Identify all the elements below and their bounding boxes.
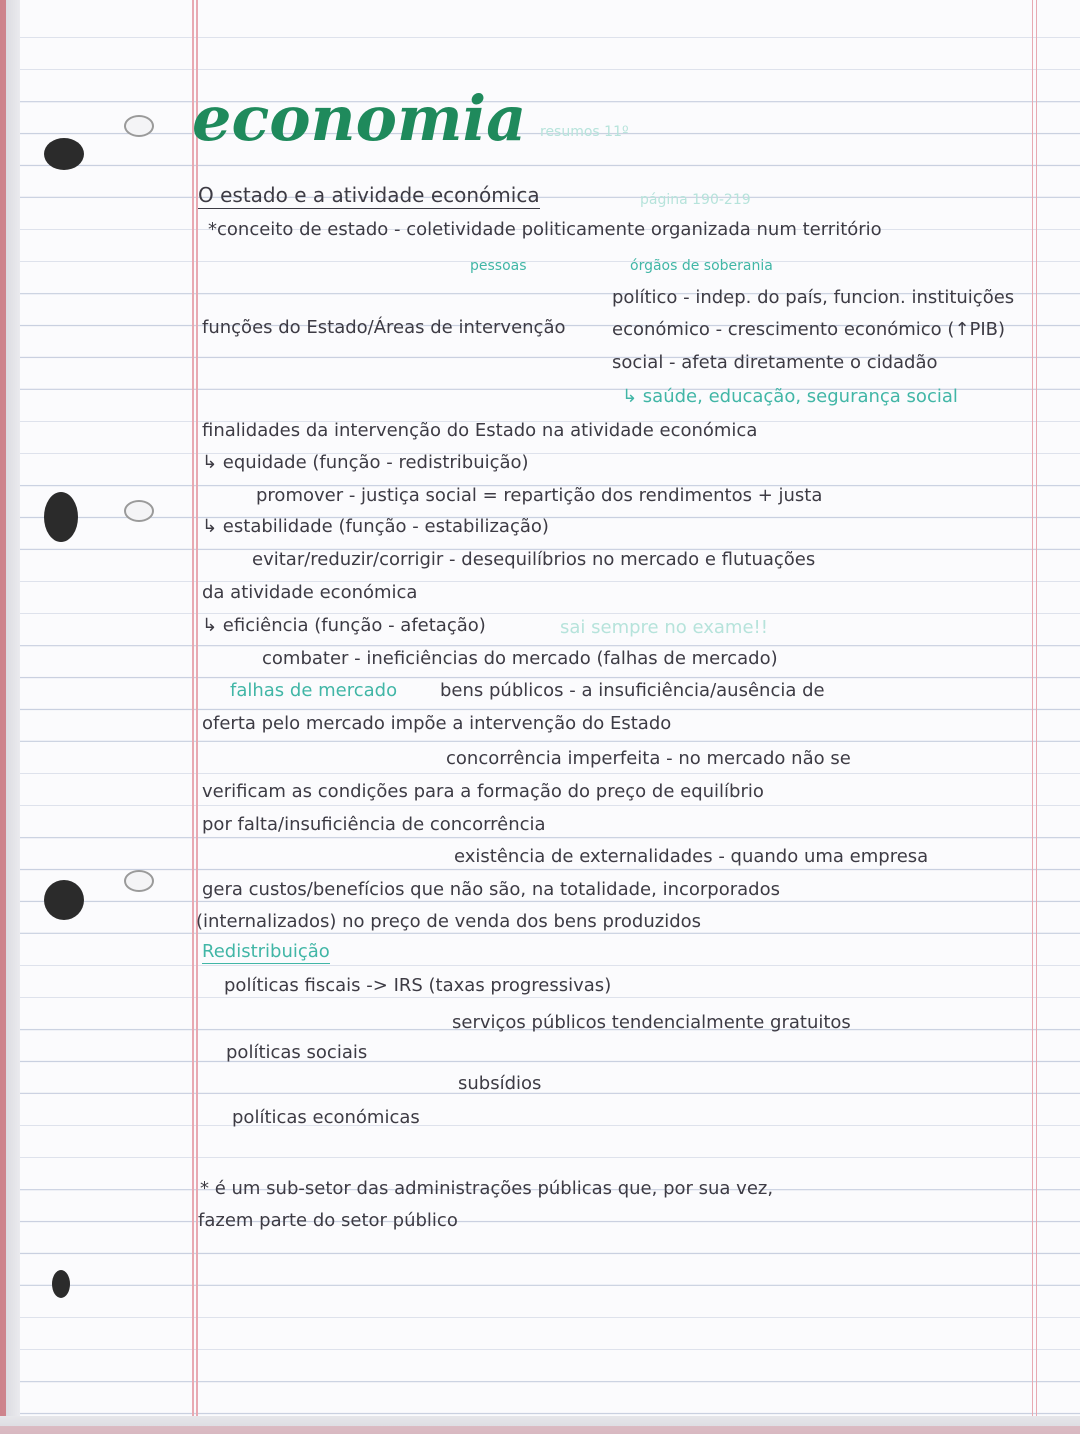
binder-ring [124, 870, 154, 892]
stability-description-cont: da atividade económica [202, 582, 418, 603]
page-subtitle: resumos 11º [540, 124, 629, 140]
market-failures-label: falhas de mercado [230, 680, 398, 701]
binder-hole [44, 880, 84, 920]
externalities-cont: gera custos/benefícios que não são, na totalidade, incorporados [202, 879, 780, 900]
subsidies: subsídios [458, 1073, 542, 1094]
imperfect-competition-cont-2: por falta/insuficiência de concorrência [202, 814, 546, 835]
public-goods: bens públicos - a insuficiência/ausência de [440, 680, 825, 701]
page-bottom-tint [0, 1426, 1080, 1434]
binder-ring [124, 500, 154, 522]
imperfect-competition-cont: verificam as condições para a formação do preço de equilíbrio [202, 781, 764, 802]
concept-line: *conceito de estado - coletividade politicamente organizada num território [208, 219, 882, 240]
efficiency-note: sai sempre no exame!! [560, 617, 768, 638]
redistribution-heading: Redistribuição [202, 941, 330, 962]
margin-line [192, 0, 194, 1434]
public-services: serviços públicos tendencialmente gratuitos [452, 1012, 851, 1033]
binder-hole [44, 492, 78, 542]
efficiency-item: ↳ eficiência (função - afetação) [202, 615, 486, 636]
externalities-cont-2: (internalizados) no preço de venda dos bens produzidos [196, 911, 702, 932]
equity-item: ↳ equidade (função - redistribuição) [202, 452, 529, 473]
section-pages: página 190-219 [640, 192, 751, 208]
concept-annotation-organs: órgãos de soberania [630, 258, 773, 274]
stability-description: evitar/reduzir/corrigir - desequilíbrios no mercado e flutuações [252, 549, 816, 570]
function-economic: económico - crescimento económico (↑PIB) [612, 319, 1006, 340]
externalities: existência de externalidades - quando uma empresa [454, 846, 929, 867]
binder-hole [44, 138, 84, 170]
page-title: economia [192, 82, 527, 155]
margin-line [1032, 0, 1033, 1434]
imperfect-competition: concorrência imperfeita - no mercado não se [446, 748, 851, 769]
social-policies: políticas sociais [226, 1042, 368, 1063]
concept-annotation-people: pessoas [470, 258, 527, 274]
functions-label: funções do Estado/Áreas de intervenção [202, 317, 566, 338]
goals-heading: finalidades da intervenção do Estado na atividade económica [202, 420, 758, 441]
equity-description: promover - justiça social = repartição dos rendimentos + justa [256, 485, 823, 506]
function-social-examples: ↳ saúde, educação, segurança social [622, 386, 958, 407]
efficiency-description: combater - ineficiências do mercado (falhas de mercado) [262, 648, 778, 669]
footnote-line-1: * é um sub-setor das administrações públicas que, por sua vez, [200, 1178, 774, 1199]
economic-policies: políticas económicas [232, 1107, 420, 1128]
page-edge [0, 0, 6, 1434]
margin-line [1036, 0, 1037, 1434]
stability-item: ↳ estabilidade (função - estabilização) [202, 516, 549, 537]
footnote-line-2: fazem parte do setor público [198, 1210, 458, 1231]
section-heading: O estado e a atividade económica [198, 183, 540, 207]
fiscal-policies: políticas fiscais -> IRS (taxas progressivas) [224, 975, 612, 996]
binder-hole [52, 1270, 70, 1298]
public-goods-cont: oferta pelo mercado impõe a intervenção do Estado [202, 713, 672, 734]
function-political: político - indep. do país, funcion. instituições [612, 287, 1015, 308]
binder-ring [124, 115, 154, 137]
function-social: social - afeta diretamente o cidadão [612, 352, 938, 373]
